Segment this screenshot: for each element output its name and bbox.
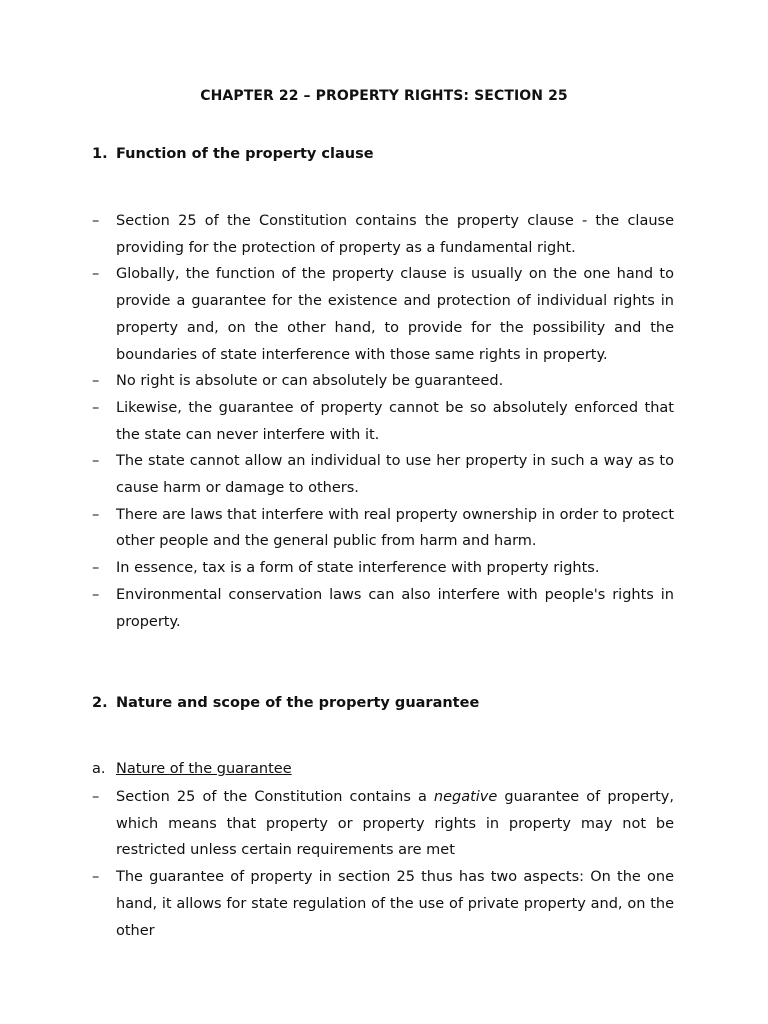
bullet-text: In essence, tax is a form of state interference with property rights. bbox=[116, 560, 600, 577]
section-2-bullet-list bbox=[92, 784, 674, 944]
bullet-text: There are laws that interfere with real property ownership in order to protect other people and the general public from harm and harm. bbox=[116, 506, 674, 550]
list-item bbox=[92, 395, 674, 448]
bullet-text: The guarantee of property in section 25 thus has two aspects: On the one hand, it allows for state regulation of the use of private property and, on the other bbox=[116, 869, 674, 939]
dash-marker: – bbox=[92, 506, 100, 523]
dash-marker: – bbox=[92, 399, 100, 416]
dash-marker: – bbox=[92, 266, 100, 283]
bullet-text-before: Section 25 of the Constitution contains a bbox=[116, 789, 434, 805]
subsection-letter: a. bbox=[92, 761, 106, 777]
list-item bbox=[92, 784, 674, 864]
list-item bbox=[92, 555, 674, 582]
bullet-text: Likewise, the guarantee of property cannot be so absolutely enforced that the state can never interfere with it. bbox=[116, 399, 674, 443]
list-item bbox=[92, 864, 674, 944]
section-1-heading bbox=[92, 146, 374, 162]
dash-marker: – bbox=[92, 586, 100, 603]
list-item bbox=[92, 368, 674, 395]
subsection-a-label bbox=[92, 761, 292, 777]
bullet-text: The state cannot allow an individual to use her property in such a way as to cause harm or damage to others. bbox=[116, 453, 674, 497]
dash-marker: – bbox=[92, 453, 100, 470]
bullet-text-after: guarantee of property, which means that property or property rights in property may not be restricted unless certain requirements are met bbox=[116, 789, 674, 859]
section-1-heading-text: Function of the property clause bbox=[116, 146, 374, 162]
list-item bbox=[92, 208, 674, 261]
bullet-text: Environmental conservation laws can also interfere with people's rights in property. bbox=[116, 586, 674, 630]
section-1-number: 1. bbox=[92, 146, 108, 162]
list-item bbox=[92, 502, 674, 555]
list-item bbox=[92, 582, 674, 635]
list-item bbox=[92, 261, 674, 368]
dash-marker: – bbox=[92, 789, 100, 805]
dash-marker: – bbox=[92, 373, 100, 390]
dash-marker: – bbox=[92, 560, 100, 577]
bullet-text: Globally, the function of the property clause is usually on the one hand to provide a guarantee for the existence and protection of individual rights in property and, on the other hand, to provide for the possibility and the boundaries of state interference with those same rights in property. bbox=[116, 266, 674, 363]
dash-marker: – bbox=[92, 869, 100, 886]
subsection-title: Nature of the guarantee bbox=[116, 761, 292, 777]
bullet-text: No right is absolute or can absolutely be guaranteed. bbox=[116, 373, 504, 390]
section-2-number: 2. bbox=[92, 695, 108, 711]
list-item bbox=[92, 448, 674, 501]
section-2-heading bbox=[92, 695, 479, 711]
section-1-bullet-list bbox=[92, 208, 674, 635]
section-2-heading-text: Nature and scope of the property guarantee bbox=[116, 695, 480, 711]
emphasis-word: negative bbox=[433, 789, 498, 805]
chapter-title: CHAPTER 22 – PROPERTY RIGHTS: SECTION 25 bbox=[200, 88, 568, 104]
bullet-text: Section 25 of the Constitution contains the property clause - the clause providing for the protection of property as a fundamental right. bbox=[116, 213, 674, 256]
dash-marker: – bbox=[92, 213, 100, 229]
